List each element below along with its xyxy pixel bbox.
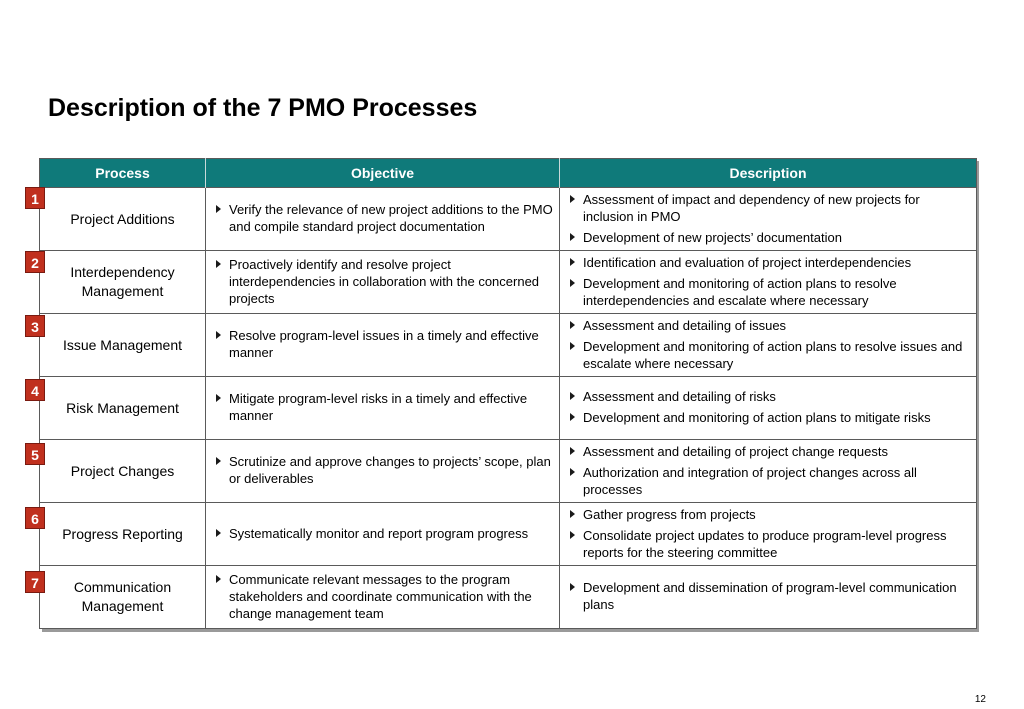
- arrow-bullet-icon: [216, 205, 221, 213]
- process-name: Issue Management: [62, 336, 183, 353]
- table-row: [40, 314, 977, 377]
- arrow-bullet-icon: [570, 321, 575, 329]
- description-item: [570, 191, 972, 225]
- process-name-cell: [40, 440, 206, 503]
- arrow-bullet-icon: [570, 531, 575, 539]
- arrow-bullet-icon: [570, 583, 575, 591]
- table-row: [40, 188, 977, 251]
- step-number-badge: 2: [25, 251, 45, 273]
- description-cell: [560, 251, 977, 314]
- objective-item: [216, 256, 555, 307]
- arrow-bullet-icon: [570, 447, 575, 455]
- description-text: Development and dissemination of program-level communication plans: [583, 580, 957, 612]
- description-cell: [560, 440, 977, 503]
- arrow-bullet-icon: [570, 468, 575, 476]
- objective-cell: [206, 503, 560, 566]
- objective-text: Verify the relevance of new project additions to the PMO and compile standard project documentation: [229, 202, 553, 234]
- arrow-bullet-icon: [570, 233, 575, 241]
- process-name: Project Changes: [70, 462, 175, 479]
- process-name: Communication Management: [73, 579, 172, 614]
- objective-item: [216, 201, 555, 235]
- description-text: Assessment and detailing of risks: [583, 389, 776, 404]
- header-objective: Objective: [206, 159, 560, 188]
- description-text: Development and monitoring of action plans to resolve interdependencies and escalate where necessary: [583, 275, 897, 308]
- objective-text: Proactively identify and resolve project interdependencies in collaboration with the concerned projects: [229, 256, 540, 306]
- table-row: [40, 251, 977, 314]
- objective-text: Mitigate program-level risks in a timely and effective manner: [229, 391, 528, 423]
- description-item: [570, 443, 972, 460]
- description-item: [570, 317, 972, 334]
- objective-item: [216, 525, 555, 542]
- arrow-bullet-icon: [570, 413, 575, 421]
- description-cell: [560, 188, 977, 251]
- description-item: [570, 275, 972, 309]
- table-row: [40, 503, 977, 566]
- arrow-bullet-icon: [570, 510, 575, 518]
- process-name-cell: [40, 188, 206, 251]
- objective-item: [216, 390, 555, 424]
- process-name-cell: [40, 503, 206, 566]
- arrow-bullet-icon: [216, 575, 221, 583]
- process-name: Risk Management: [66, 399, 179, 416]
- description-item: [570, 464, 972, 498]
- step-number-badge: 6: [25, 507, 45, 529]
- description-text: Development and monitoring of action plans to resolve issues and escalate where necessary: [583, 338, 963, 371]
- description-text: Development and monitoring of action plans to mitigate risks: [583, 410, 931, 425]
- objective-text: Communicate relevant messages to the program stakeholders and coordinate communication with the change management team: [229, 571, 532, 621]
- process-name: Interdependency Management: [70, 264, 175, 299]
- objective-cell: [206, 188, 560, 251]
- description-text: Authorization and integration of project changes across all processes: [583, 464, 917, 497]
- description-text: Development of new projects’ documentation: [583, 229, 842, 245]
- arrow-bullet-icon: [216, 529, 221, 537]
- process-name-cell: [40, 566, 206, 629]
- table-row: [40, 566, 977, 629]
- objective-cell: [206, 314, 560, 377]
- objective-text: Scrutinize and approve changes to projects’ scope, plan or deliverables: [229, 454, 551, 486]
- process-name-cell: [40, 251, 206, 314]
- description-item: [570, 388, 972, 405]
- arrow-bullet-icon: [570, 342, 575, 350]
- objective-item: [216, 571, 555, 622]
- arrow-bullet-icon: [570, 392, 575, 400]
- step-number-badge: 1: [25, 187, 45, 209]
- table-row: [40, 377, 977, 440]
- description-text: Assessment of impact and dependency of new projects for inclusion in PMO: [583, 191, 920, 224]
- arrow-bullet-icon: [216, 260, 221, 268]
- slide-title: Description of the 7 PMO Processes: [48, 94, 478, 122]
- objective-item: [216, 453, 555, 487]
- description-item: [570, 254, 972, 271]
- arrow-bullet-icon: [216, 331, 221, 339]
- step-number-badge: 7: [25, 571, 45, 593]
- objective-cell: [206, 566, 560, 629]
- objective-cell: [206, 440, 560, 503]
- header-process: Process: [40, 159, 206, 188]
- process-name: Project Additions: [70, 210, 175, 227]
- step-number-badge: 3: [25, 315, 45, 337]
- arrow-bullet-icon: [570, 258, 575, 266]
- process-name-cell: [40, 377, 206, 440]
- description-text: Assessment and detailing of project change requests: [583, 443, 888, 459]
- step-number-badge: 4: [25, 379, 45, 401]
- header-row: [40, 159, 977, 188]
- description-cell: [560, 377, 977, 440]
- arrow-bullet-icon: [570, 195, 575, 203]
- description-cell: [560, 314, 977, 377]
- description-text: Consolidate project updates to produce program-level progress reports for the steering committee: [583, 527, 947, 560]
- arrow-bullet-icon: [570, 279, 575, 287]
- arrow-bullet-icon: [216, 394, 221, 402]
- objective-text: Systematically monitor and report program progress: [229, 525, 529, 541]
- objective-cell: [206, 251, 560, 314]
- pmo-process-table: [39, 158, 976, 629]
- description-item: [570, 527, 972, 561]
- description-text: Identification and evaluation of project interdependencies: [583, 254, 912, 270]
- description-item: [570, 579, 972, 613]
- description-text: Gather progress from projects: [583, 506, 756, 522]
- step-number-badge: 5: [25, 443, 45, 465]
- description-cell: [560, 503, 977, 566]
- header-description: Description: [560, 159, 977, 188]
- arrow-bullet-icon: [216, 457, 221, 465]
- description-item: [570, 229, 972, 246]
- objective-cell: [206, 377, 560, 440]
- table-row: [40, 440, 977, 503]
- process-table: [39, 158, 977, 629]
- objective-item: [216, 327, 555, 361]
- description-item: [570, 506, 972, 523]
- description-cell: [560, 566, 977, 629]
- process-name: Progress Reporting: [62, 525, 183, 542]
- objective-text: Resolve program-level issues in a timely and effective manner: [229, 328, 539, 360]
- process-name-cell: [40, 314, 206, 377]
- page-number: 12: [974, 694, 986, 705]
- description-item: [570, 409, 972, 426]
- description-text: Assessment and detailing of issues: [583, 317, 787, 333]
- description-item: [570, 338, 972, 372]
